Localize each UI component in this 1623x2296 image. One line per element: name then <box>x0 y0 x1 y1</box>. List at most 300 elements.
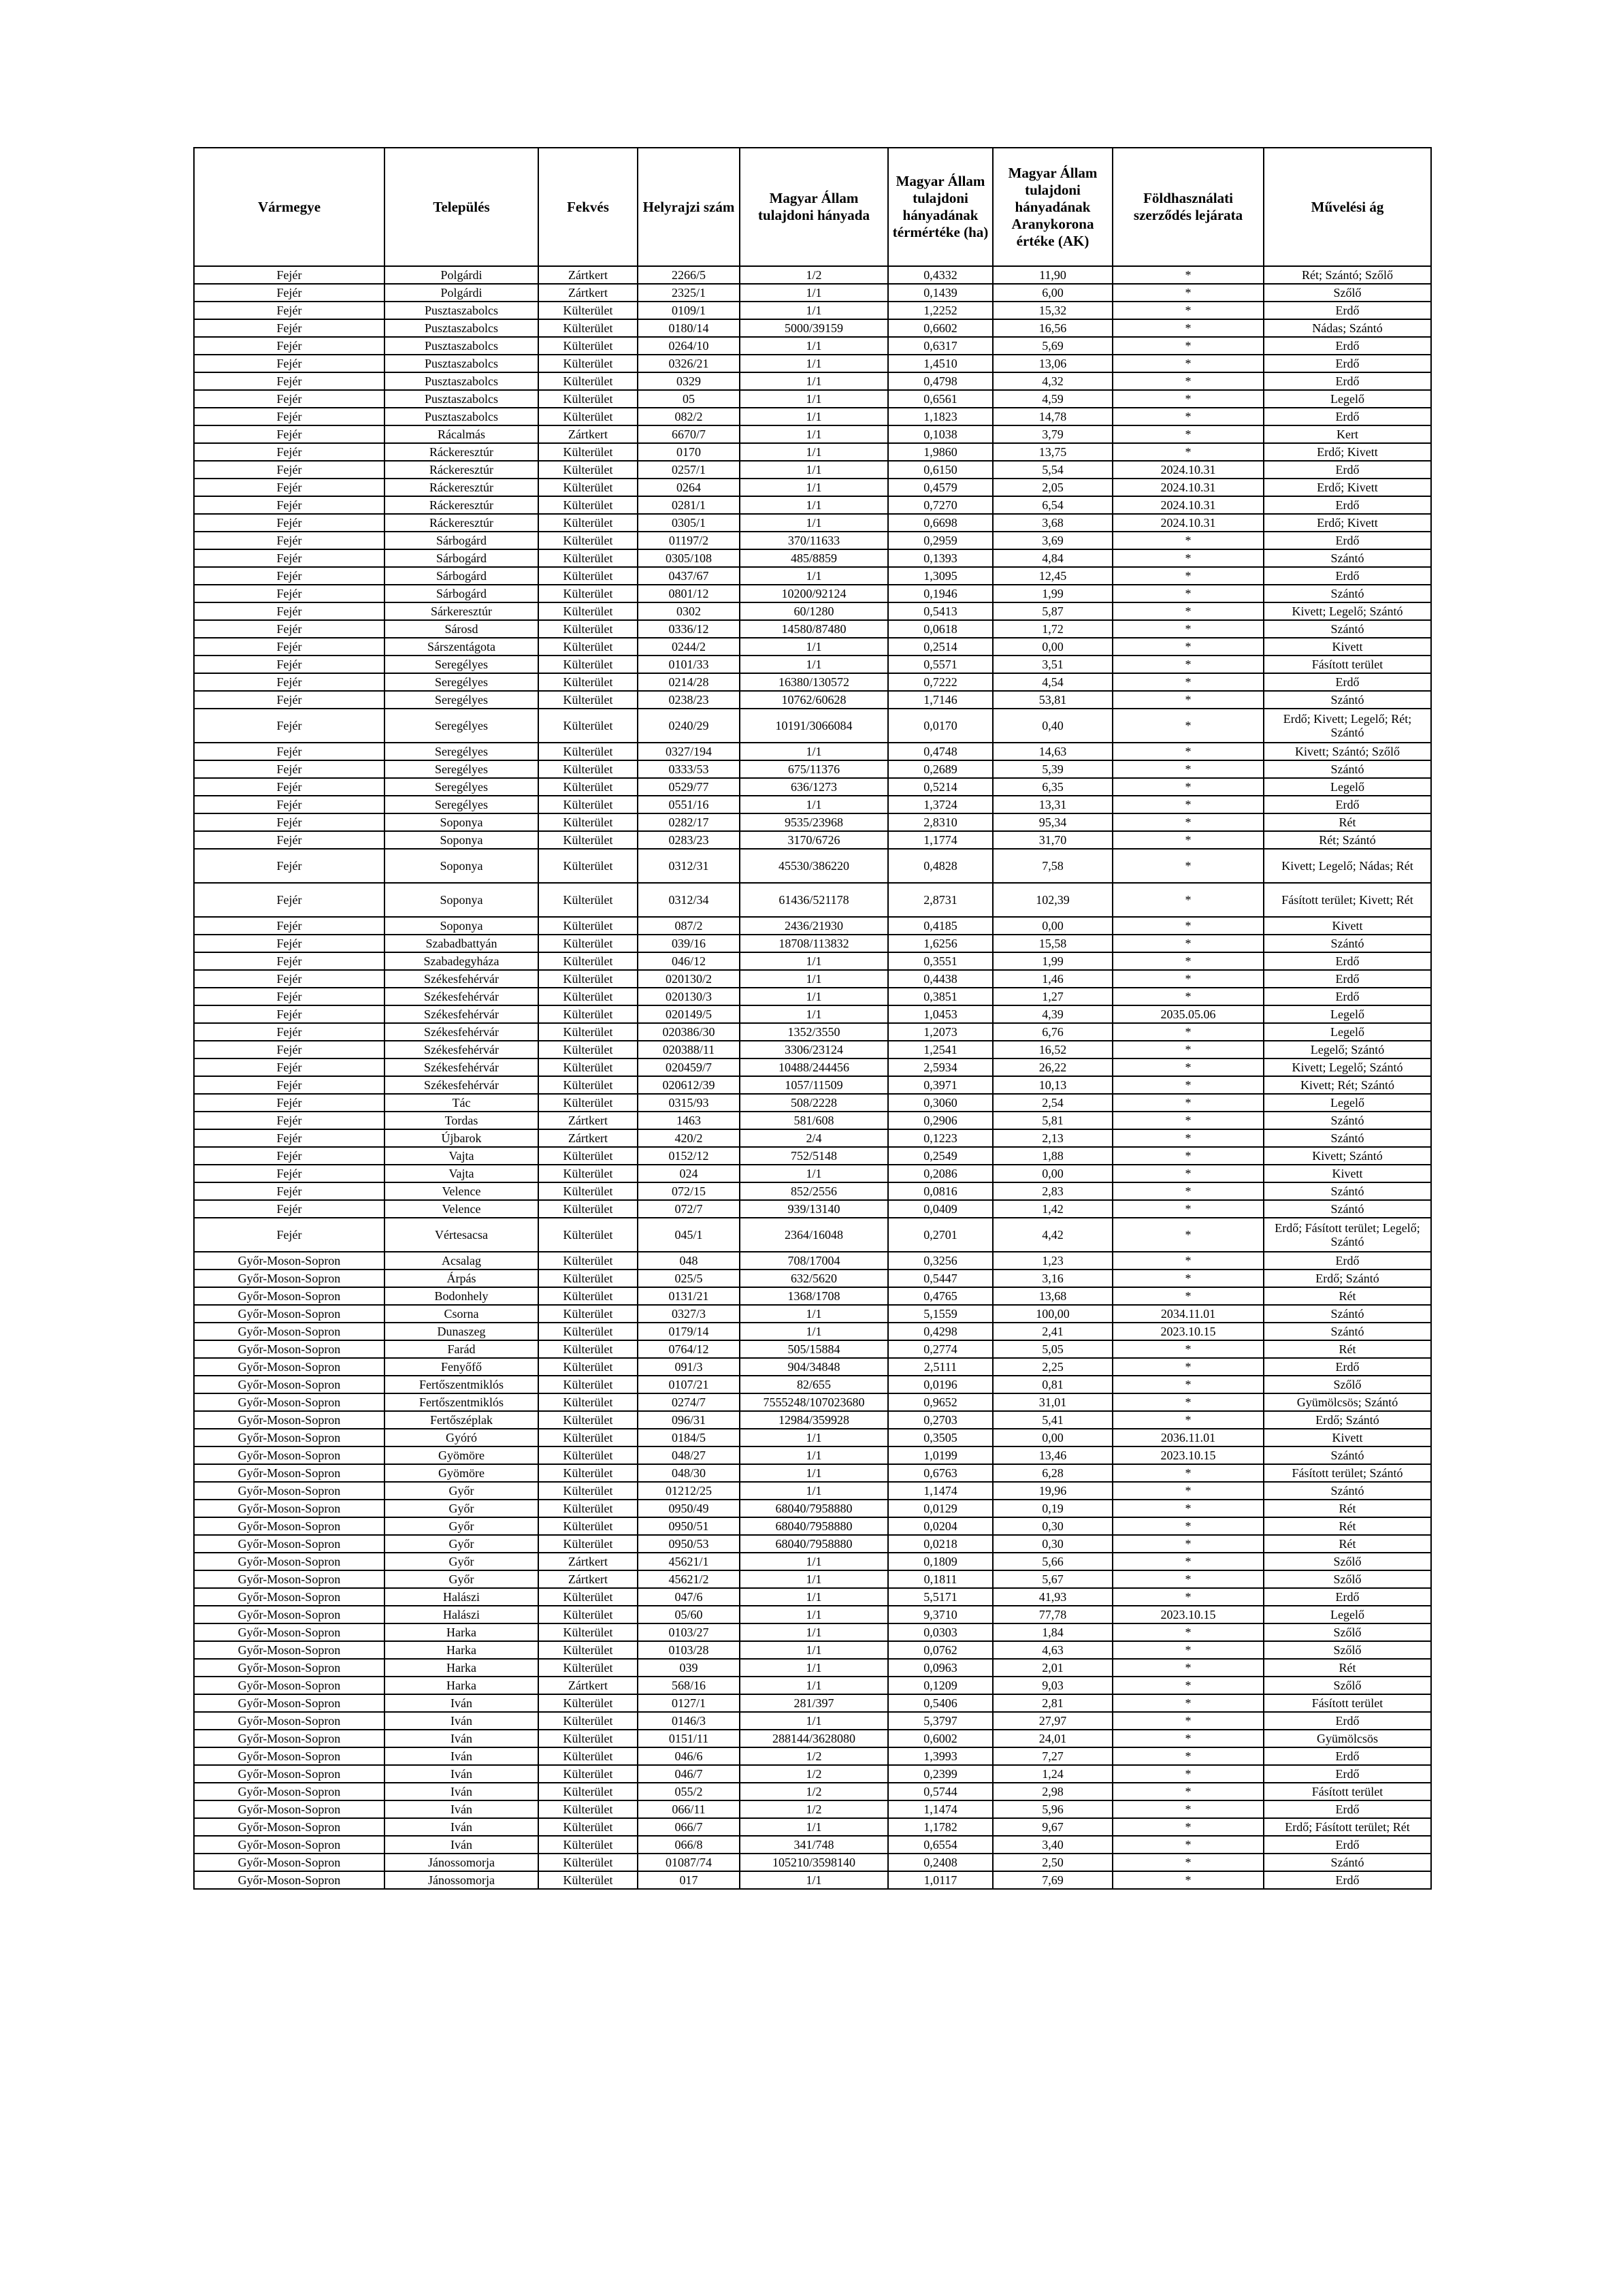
cultivation-cell: Erdő <box>1264 1252 1431 1270</box>
location-cell: Külterület <box>538 813 638 831</box>
location-cell: Külterület <box>538 1482 638 1500</box>
cultivation-cell: Erdő <box>1264 952 1431 970</box>
golden-crown-cell: 1,99 <box>993 952 1113 970</box>
table-row <box>194 425 1431 443</box>
settlement-cell: Újbarok <box>384 1129 538 1147</box>
cultivation-cell: Erdő; Kivett <box>1264 443 1431 461</box>
state-share-cell: 485/8859 <box>740 549 888 567</box>
lease-expiry-cell: * <box>1113 620 1264 638</box>
settlement-cell: Vajta <box>384 1165 538 1182</box>
area-cell: 0,1223 <box>888 1129 993 1147</box>
table-row <box>194 1429 1431 1446</box>
county-cell: Fejér <box>194 1112 384 1129</box>
county-cell: Fejér <box>194 796 384 813</box>
table-row <box>194 266 1431 284</box>
cultivation-cell: Legelő; Szántó <box>1264 1041 1431 1058</box>
lease-expiry-cell: * <box>1113 1517 1264 1535</box>
county-cell: Fejér <box>194 1041 384 1058</box>
cultivation-cell: Erdő <box>1264 1588 1431 1606</box>
location-cell: Zártkert <box>538 1570 638 1588</box>
location-cell: Külterület <box>538 935 638 952</box>
location-cell: Külterület <box>538 849 638 883</box>
cultivation-cell: Erdő <box>1264 461 1431 479</box>
cultivation-cell: Kivett; Szántó; Szőlő <box>1264 743 1431 760</box>
location-cell: Külterület <box>538 1340 638 1358</box>
parcel-number-cell: 45621/2 <box>638 1570 740 1588</box>
table-row <box>194 585 1431 602</box>
location-cell: Külterület <box>538 638 638 656</box>
parcel-number-cell: 047/6 <box>638 1588 740 1606</box>
cultivation-cell: Erdő <box>1264 337 1431 355</box>
cultivation-cell: Erdő <box>1264 1800 1431 1818</box>
cultivation-cell: Kivett; Szántó <box>1264 1147 1431 1165</box>
table-row <box>194 1165 1431 1182</box>
table-row <box>194 988 1431 1005</box>
parcel-number-cell: 0240/29 <box>638 709 740 743</box>
table-row <box>194 319 1431 337</box>
parcel-number-cell: 020386/30 <box>638 1023 740 1041</box>
county-cell: Fejér <box>194 1165 384 1182</box>
table-row <box>194 1287 1431 1305</box>
golden-crown-cell: 13,06 <box>993 355 1113 372</box>
area-cell: 2,5934 <box>888 1058 993 1076</box>
state-share-cell: 752/5148 <box>740 1147 888 1165</box>
cultivation-cell: Kivett <box>1264 1429 1431 1446</box>
golden-crown-cell: 13,31 <box>993 796 1113 813</box>
golden-crown-cell: 6,76 <box>993 1023 1113 1041</box>
settlement-cell: Tordas <box>384 1112 538 1129</box>
cultivation-cell: Szántó <box>1264 1854 1431 1871</box>
lease-expiry-cell: * <box>1113 1677 1264 1694</box>
cultivation-cell: Rét; Szántó <box>1264 831 1431 849</box>
cultivation-cell: Erdő; Szántó <box>1264 1411 1431 1429</box>
table-row <box>194 408 1431 425</box>
settlement-cell: Sárbogárd <box>384 549 538 567</box>
state-share-cell: 1/1 <box>740 1005 888 1023</box>
county-cell: Fejér <box>194 355 384 372</box>
table-row <box>194 952 1431 970</box>
parcel-number-cell: 420/2 <box>638 1129 740 1147</box>
table-row <box>194 479 1431 496</box>
table-row <box>194 284 1431 302</box>
area-cell: 0,4332 <box>888 266 993 284</box>
county-cell: Fejér <box>194 620 384 638</box>
area-cell: 0,6002 <box>888 1730 993 1747</box>
parcel-number-cell: 2325/1 <box>638 284 740 302</box>
cultivation-cell: Rét <box>1264 1287 1431 1305</box>
settlement-cell: Iván <box>384 1783 538 1800</box>
county-cell: Győr-Moson-Sopron <box>194 1606 384 1623</box>
lease-expiry-cell: * <box>1113 1712 1264 1730</box>
county-cell: Fejér <box>194 408 384 425</box>
golden-crown-cell: 2,54 <box>993 1094 1113 1112</box>
location-cell: Külterület <box>538 1076 638 1094</box>
table-row <box>194 337 1431 355</box>
table-row <box>194 760 1431 778</box>
parcel-number-cell: 0437/67 <box>638 567 740 585</box>
area-cell: 1,4510 <box>888 355 993 372</box>
state-share-cell: 1/1 <box>740 1659 888 1677</box>
parcel-number-cell: 0274/7 <box>638 1393 740 1411</box>
table-row <box>194 1730 1431 1747</box>
state-share-cell: 1/1 <box>740 1623 888 1641</box>
location-cell: Külterület <box>538 691 638 709</box>
lease-expiry-cell: * <box>1113 549 1264 567</box>
location-cell: Külterület <box>538 1623 638 1641</box>
cultivation-cell: Legelő <box>1264 390 1431 408</box>
county-cell: Győr-Moson-Sopron <box>194 1393 384 1411</box>
cultivation-cell: Erdő <box>1264 1765 1431 1783</box>
parcel-number-cell: 0257/1 <box>638 461 740 479</box>
golden-crown-cell: 7,27 <box>993 1747 1113 1765</box>
table-row <box>194 1340 1431 1358</box>
location-cell: Külterület <box>538 1818 638 1836</box>
county-cell: Győr-Moson-Sopron <box>194 1871 384 1889</box>
parcel-number-cell: 0103/28 <box>638 1641 740 1659</box>
state-share-cell: 581/608 <box>740 1112 888 1129</box>
area-cell: 5,1559 <box>888 1305 993 1323</box>
table-row <box>194 970 1431 988</box>
parcel-number-cell: 087/2 <box>638 917 740 935</box>
area-cell: 0,7222 <box>888 673 993 691</box>
lease-expiry-cell: 2023.10.15 <box>1113 1446 1264 1464</box>
settlement-cell: Székesfehérvár <box>384 988 538 1005</box>
county-cell: Győr-Moson-Sopron <box>194 1535 384 1553</box>
lease-expiry-cell: * <box>1113 602 1264 620</box>
state-share-cell: 3170/6726 <box>740 831 888 849</box>
settlement-cell: Fertőszentmiklós <box>384 1393 538 1411</box>
cultivation-cell: Erdő <box>1264 567 1431 585</box>
cultivation-cell: Kivett; Legelő; Szántó <box>1264 602 1431 620</box>
settlement-cell: Pusztaszabolcs <box>384 408 538 425</box>
area-cell: 1,1782 <box>888 1818 993 1836</box>
settlement-cell: Jánossomorja <box>384 1854 538 1871</box>
settlement-cell: Soponya <box>384 917 538 935</box>
golden-crown-cell: 5,66 <box>993 1553 1113 1570</box>
golden-crown-cell: 9,67 <box>993 1818 1113 1836</box>
lease-expiry-cell: * <box>1113 1112 1264 1129</box>
parcel-number-cell: 1463 <box>638 1112 740 1129</box>
parcel-number-cell: 0264 <box>638 479 740 496</box>
table-row <box>194 602 1431 620</box>
location-cell: Külterület <box>538 1218 638 1252</box>
settlement-cell: Seregélyes <box>384 656 538 673</box>
area-cell: 1,2073 <box>888 1023 993 1041</box>
area-cell: 0,2959 <box>888 532 993 549</box>
golden-crown-cell: 5,41 <box>993 1411 1113 1429</box>
cultivation-cell: Erdő <box>1264 673 1431 691</box>
area-cell: 0,5744 <box>888 1783 993 1800</box>
cultivation-cell: Szőlő <box>1264 1677 1431 1694</box>
county-cell: Fejér <box>194 849 384 883</box>
table-row <box>194 390 1431 408</box>
county-cell: Fejér <box>194 1200 384 1218</box>
header-row <box>194 148 1431 266</box>
golden-crown-cell: 3,40 <box>993 1836 1113 1854</box>
table-row <box>194 355 1431 372</box>
cultivation-cell: Kert <box>1264 425 1431 443</box>
golden-crown-cell: 3,69 <box>993 532 1113 549</box>
cultivation-cell: Erdő; Kivett <box>1264 514 1431 532</box>
state-share-cell: 3306/23124 <box>740 1041 888 1058</box>
settlement-cell: Ráckeresztúr <box>384 514 538 532</box>
golden-crown-cell: 2,98 <box>993 1783 1113 1800</box>
cultivation-cell: Fásított terület; Szántó <box>1264 1464 1431 1482</box>
settlement-cell: Soponya <box>384 849 538 883</box>
area-cell: 0,2906 <box>888 1112 993 1129</box>
table-row <box>194 1411 1431 1429</box>
lease-expiry-cell: * <box>1113 372 1264 390</box>
location-cell: Külterület <box>538 1393 638 1411</box>
lease-expiry-cell: * <box>1113 709 1264 743</box>
cultivation-cell: Kivett <box>1264 917 1431 935</box>
cultivation-cell: Erdő <box>1264 1871 1431 1889</box>
lease-expiry-cell: * <box>1113 1570 1264 1588</box>
area-cell: 1,3993 <box>888 1747 993 1765</box>
golden-crown-cell: 5,81 <box>993 1112 1113 1129</box>
parcel-number-cell: 0146/3 <box>638 1712 740 1730</box>
table-row <box>194 1517 1431 1535</box>
state-share-cell: 68040/7958880 <box>740 1535 888 1553</box>
table-row <box>194 1783 1431 1800</box>
cultivation-cell: Rét <box>1264 1659 1431 1677</box>
settlement-cell: Fertőszentmiklós <box>384 1376 538 1393</box>
location-cell: Külterület <box>538 656 638 673</box>
lease-expiry-cell: 2036.11.01 <box>1113 1429 1264 1446</box>
cultivation-cell: Szántó <box>1264 935 1431 952</box>
area-cell: 0,4765 <box>888 1287 993 1305</box>
parcel-number-cell: 0107/21 <box>638 1376 740 1393</box>
area-cell: 0,2701 <box>888 1218 993 1252</box>
lease-expiry-cell: * <box>1113 1182 1264 1200</box>
table-row <box>194 496 1431 514</box>
golden-crown-cell: 13,75 <box>993 443 1113 461</box>
settlement-cell: Harka <box>384 1623 538 1641</box>
parcel-number-cell: 0315/93 <box>638 1094 740 1112</box>
table-row <box>194 372 1431 390</box>
lease-expiry-cell: * <box>1113 425 1264 443</box>
area-cell: 1,0199 <box>888 1446 993 1464</box>
state-share-cell: 1/1 <box>740 514 888 532</box>
parcel-number-cell: 096/31 <box>638 1411 740 1429</box>
area-cell: 0,3256 <box>888 1252 993 1270</box>
lease-expiry-cell: * <box>1113 567 1264 585</box>
golden-crown-cell: 31,01 <box>993 1393 1113 1411</box>
location-cell: Külterület <box>538 602 638 620</box>
settlement-cell: Csorna <box>384 1305 538 1323</box>
state-share-cell: 281/397 <box>740 1694 888 1712</box>
area-cell: 0,5406 <box>888 1694 993 1712</box>
state-share-cell: 708/17004 <box>740 1252 888 1270</box>
golden-crown-cell: 6,00 <box>993 284 1113 302</box>
lease-expiry-cell: * <box>1113 638 1264 656</box>
golden-crown-cell: 1,72 <box>993 620 1113 638</box>
table-row <box>194 1076 1431 1094</box>
header-state-share: Magyar Állam tulajdoni hányada <box>740 148 888 266</box>
parcel-number-cell: 0312/34 <box>638 883 740 917</box>
state-share-cell: 341/748 <box>740 1836 888 1854</box>
cultivation-cell: Erdő; Szántó <box>1264 1270 1431 1287</box>
location-cell: Külterület <box>538 1588 638 1606</box>
parcel-number-cell: 0244/2 <box>638 638 740 656</box>
parcel-number-cell: 046/12 <box>638 952 740 970</box>
table-row <box>194 743 1431 760</box>
lease-expiry-cell: 2023.10.15 <box>1113 1606 1264 1623</box>
cultivation-cell: Erdő <box>1264 355 1431 372</box>
parcel-number-cell: 0179/14 <box>638 1323 740 1340</box>
golden-crown-cell: 4,32 <box>993 372 1113 390</box>
settlement-cell: Szabadegyháza <box>384 952 538 970</box>
cultivation-cell: Erdő <box>1264 1747 1431 1765</box>
county-cell: Győr-Moson-Sopron <box>194 1252 384 1270</box>
cultivation-cell: Legelő <box>1264 778 1431 796</box>
state-share-cell: 1/1 <box>740 1570 888 1588</box>
parcel-number-cell: 024 <box>638 1165 740 1182</box>
lease-expiry-cell: * <box>1113 796 1264 813</box>
location-cell: Zártkert <box>538 425 638 443</box>
golden-crown-cell: 27,97 <box>993 1712 1113 1730</box>
location-cell: Külterület <box>538 567 638 585</box>
state-share-cell: 1/1 <box>740 1446 888 1464</box>
state-share-cell: 1/1 <box>740 970 888 988</box>
county-cell: Győr-Moson-Sopron <box>194 1429 384 1446</box>
cultivation-cell: Nádas; Szántó <box>1264 319 1431 337</box>
table-row <box>194 1570 1431 1588</box>
golden-crown-cell: 4,59 <box>993 390 1113 408</box>
parcel-number-cell: 0180/14 <box>638 319 740 337</box>
settlement-cell: Acsalag <box>384 1252 538 1270</box>
golden-crown-cell: 3,16 <box>993 1270 1113 1287</box>
county-cell: Győr-Moson-Sopron <box>194 1358 384 1376</box>
area-cell: 0,0816 <box>888 1182 993 1200</box>
lease-expiry-cell: * <box>1113 1588 1264 1606</box>
lease-expiry-cell: * <box>1113 355 1264 372</box>
cultivation-cell: Szőlő <box>1264 1376 1431 1393</box>
cultivation-cell: Erdő; Fásított terület; Legelő; Szántó <box>1264 1218 1431 1252</box>
state-share-cell: 1/2 <box>740 266 888 284</box>
settlement-cell: Győr <box>384 1570 538 1588</box>
location-cell: Külterület <box>538 1836 638 1854</box>
golden-crown-cell: 2,05 <box>993 479 1113 496</box>
golden-crown-cell: 2,25 <box>993 1358 1113 1376</box>
county-cell: Fejér <box>194 935 384 952</box>
parcel-number-cell: 0950/51 <box>638 1517 740 1535</box>
state-share-cell: 904/34848 <box>740 1358 888 1376</box>
parcel-number-cell: 0305/1 <box>638 514 740 532</box>
lease-expiry-cell: 2034.11.01 <box>1113 1305 1264 1323</box>
table-row <box>194 1323 1431 1340</box>
cultivation-cell: Erdő <box>1264 1358 1431 1376</box>
location-cell: Külterület <box>538 1358 638 1376</box>
lease-expiry-cell: * <box>1113 319 1264 337</box>
cultivation-cell: Szántó <box>1264 1482 1431 1500</box>
parcel-number-cell: 568/16 <box>638 1677 740 1694</box>
state-share-cell: 1/1 <box>740 796 888 813</box>
table-row <box>194 1500 1431 1517</box>
lease-expiry-cell: * <box>1113 1023 1264 1041</box>
cultivation-cell: Legelő <box>1264 1606 1431 1623</box>
header-settlement: Település <box>384 148 538 266</box>
county-cell: Győr-Moson-Sopron <box>194 1553 384 1570</box>
lease-expiry-cell: * <box>1113 673 1264 691</box>
area-cell: 0,2549 <box>888 1147 993 1165</box>
location-cell: Külterület <box>538 1854 638 1871</box>
county-cell: Győr-Moson-Sopron <box>194 1323 384 1340</box>
lease-expiry-cell: * <box>1113 970 1264 988</box>
cultivation-cell: Szántó <box>1264 1112 1431 1129</box>
golden-crown-cell: 0,19 <box>993 1500 1113 1517</box>
cultivation-cell: Erdő <box>1264 1836 1431 1854</box>
location-cell: Zártkert <box>538 1112 638 1129</box>
settlement-cell: Szabadbattyán <box>384 935 538 952</box>
table-row <box>194 1800 1431 1818</box>
table-row <box>194 883 1431 917</box>
cultivation-cell: Fásított terület; Kivett; Rét <box>1264 883 1431 917</box>
golden-crown-cell: 16,52 <box>993 1041 1113 1058</box>
settlement-cell: Ráckeresztúr <box>384 443 538 461</box>
table-row <box>194 1041 1431 1058</box>
golden-crown-cell: 1,23 <box>993 1252 1113 1270</box>
lease-expiry-cell: * <box>1113 1871 1264 1889</box>
state-share-cell: 505/15884 <box>740 1340 888 1358</box>
table-row <box>194 673 1431 691</box>
county-cell: Fejér <box>194 917 384 935</box>
cultivation-cell: Kivett; Legelő; Szántó <box>1264 1058 1431 1076</box>
parcel-number-cell: 0336/12 <box>638 620 740 638</box>
golden-crown-cell: 3,51 <box>993 656 1113 673</box>
area-cell: 0,3505 <box>888 1429 993 1446</box>
location-cell: Külterület <box>538 585 638 602</box>
area-cell: 0,0196 <box>888 1376 993 1393</box>
parcel-number-cell: 020612/39 <box>638 1076 740 1094</box>
cultivation-cell: Szántó <box>1264 1446 1431 1464</box>
state-share-cell: 1/1 <box>740 1165 888 1182</box>
table-row <box>194 1358 1431 1376</box>
state-share-cell: 1/1 <box>740 1818 888 1836</box>
settlement-cell: Soponya <box>384 883 538 917</box>
settlement-cell: Pusztaszabolcs <box>384 302 538 319</box>
settlement-cell: Sárosd <box>384 620 538 638</box>
area-cell: 2,8731 <box>888 883 993 917</box>
cultivation-cell: Gyümölcsös <box>1264 1730 1431 1747</box>
lease-expiry-cell: * <box>1113 883 1264 917</box>
table-row <box>194 691 1431 709</box>
state-share-cell: 1/2 <box>740 1747 888 1765</box>
area-cell: 0,4748 <box>888 743 993 760</box>
table-row <box>194 1005 1431 1023</box>
lease-expiry-cell: * <box>1113 1358 1264 1376</box>
state-share-cell: 68040/7958880 <box>740 1500 888 1517</box>
parcel-number-cell: 01212/25 <box>638 1482 740 1500</box>
location-cell: Zártkert <box>538 1129 638 1147</box>
golden-crown-cell: 53,81 <box>993 691 1113 709</box>
lease-expiry-cell: 2035.05.06 <box>1113 1005 1264 1023</box>
state-share-cell: 1/2 <box>740 1800 888 1818</box>
county-cell: Fejér <box>194 1218 384 1252</box>
state-share-cell: 1/1 <box>740 1677 888 1694</box>
state-share-cell: 1/1 <box>740 1553 888 1570</box>
parcel-number-cell: 0327/3 <box>638 1305 740 1323</box>
lease-expiry-cell: * <box>1113 1393 1264 1411</box>
golden-crown-cell: 5,69 <box>993 337 1113 355</box>
settlement-cell: Pusztaszabolcs <box>384 355 538 372</box>
lease-expiry-cell: * <box>1113 408 1264 425</box>
golden-crown-cell: 0,00 <box>993 638 1113 656</box>
parcel-number-cell: 0283/23 <box>638 831 740 849</box>
table-row <box>194 443 1431 461</box>
state-share-cell: 636/1273 <box>740 778 888 796</box>
lease-expiry-cell: * <box>1113 302 1264 319</box>
